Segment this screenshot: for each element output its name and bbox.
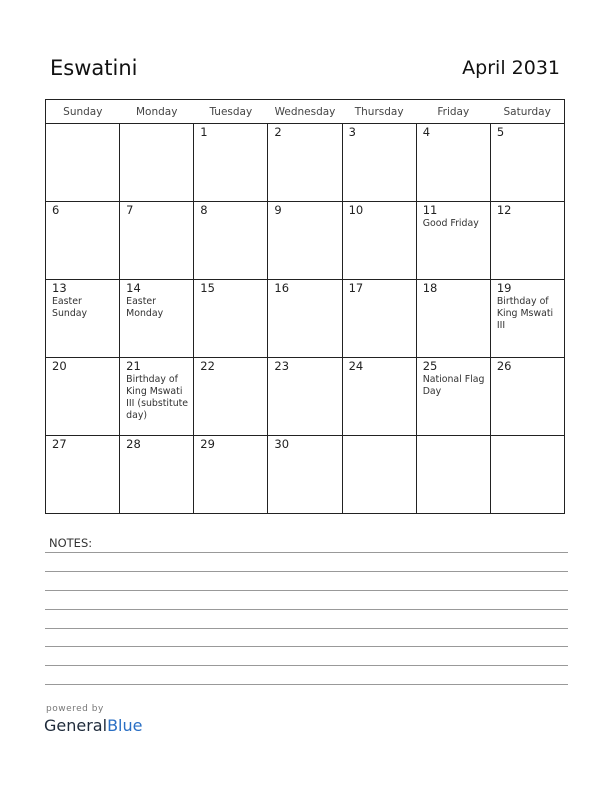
calendar-grid bbox=[45, 99, 565, 514]
day-number: 15 bbox=[200, 281, 215, 295]
day-number: 5 bbox=[496, 125, 505, 139]
notes-line bbox=[45, 646, 568, 647]
day-cell bbox=[268, 124, 342, 202]
notes-line bbox=[45, 590, 568, 591]
day-cell bbox=[46, 124, 120, 202]
brand-logo bbox=[44, 716, 142, 735]
day-cell bbox=[268, 358, 342, 436]
calendar-month-title: April 2031 bbox=[462, 57, 560, 79]
weekday-header: Monday bbox=[120, 100, 194, 124]
day-number: 7 bbox=[126, 203, 134, 217]
day-number: 12 bbox=[496, 203, 512, 217]
day-number: 9 bbox=[274, 203, 282, 217]
day-number: 16 bbox=[274, 281, 290, 295]
day-cell bbox=[120, 280, 194, 358]
day-number: 8 bbox=[200, 203, 208, 217]
holiday-label: Birthday of King Mswati III (substitute day) bbox=[126, 374, 189, 421]
week-row bbox=[46, 124, 565, 202]
day-number: 28 bbox=[126, 437, 141, 451]
day-cell bbox=[46, 358, 120, 436]
brand-logo-part2: Blue bbox=[107, 716, 143, 735]
day-cell bbox=[194, 436, 268, 514]
day-number: 17 bbox=[348, 281, 364, 295]
holiday-label: Good Friday bbox=[422, 218, 479, 229]
day-cell bbox=[268, 280, 342, 358]
week-row bbox=[46, 436, 565, 514]
day-number: 29 bbox=[200, 437, 215, 451]
notes-line bbox=[45, 684, 568, 685]
day-cell bbox=[46, 280, 120, 358]
day-number: 13 bbox=[52, 281, 67, 295]
day-cell bbox=[194, 358, 268, 436]
day-cell bbox=[490, 436, 564, 514]
week-row bbox=[46, 358, 565, 436]
day-cell bbox=[120, 358, 194, 436]
day-cell bbox=[342, 280, 416, 358]
day-cell bbox=[416, 436, 490, 514]
day-number: 3 bbox=[348, 125, 356, 139]
day-cell bbox=[120, 436, 194, 514]
day-number: 24 bbox=[348, 359, 364, 373]
week-row bbox=[46, 202, 565, 280]
day-cell bbox=[416, 358, 490, 436]
day-number: 10 bbox=[348, 203, 364, 217]
day-cell bbox=[268, 202, 342, 280]
day-cell bbox=[120, 202, 194, 280]
day-cell bbox=[342, 124, 416, 202]
notes-line bbox=[45, 665, 568, 666]
day-cell bbox=[46, 436, 120, 514]
day-cell bbox=[490, 358, 564, 436]
day-number: 14 bbox=[126, 281, 141, 295]
notes-label: NOTES: bbox=[49, 536, 93, 550]
day-cell bbox=[194, 280, 268, 358]
day-cell bbox=[416, 124, 490, 202]
day-number: 21 bbox=[126, 359, 141, 373]
day-number: 25 bbox=[422, 359, 438, 373]
day-cell bbox=[194, 124, 268, 202]
notes-line bbox=[45, 609, 568, 610]
holiday-label: Birthday of King Mswati III bbox=[496, 296, 554, 331]
weekday-header: Thursday bbox=[342, 100, 416, 124]
day-cell bbox=[490, 280, 564, 358]
day-number: 11 bbox=[422, 203, 438, 217]
day-cell bbox=[342, 202, 416, 280]
weekday-header-row bbox=[46, 100, 565, 124]
calendar-country-title: Eswatini bbox=[50, 56, 138, 80]
powered-by-text: powered by bbox=[46, 704, 104, 714]
day-number: 30 bbox=[274, 437, 290, 451]
day-number: 1 bbox=[200, 125, 208, 139]
notes-line bbox=[45, 571, 568, 572]
day-number: 2 bbox=[274, 125, 282, 139]
day-number: 4 bbox=[422, 125, 431, 139]
week-row bbox=[46, 280, 565, 358]
day-number: 6 bbox=[52, 203, 60, 217]
day-cell bbox=[416, 280, 490, 358]
day-cell bbox=[268, 436, 342, 514]
day-cell bbox=[490, 124, 564, 202]
day-number: 20 bbox=[52, 359, 67, 373]
weekday-header: Saturday bbox=[490, 100, 564, 124]
holiday-label: Easter Monday bbox=[126, 296, 164, 319]
day-number: 19 bbox=[496, 281, 512, 295]
day-number: 26 bbox=[496, 359, 512, 373]
day-number: 22 bbox=[200, 359, 215, 373]
weekday-header: Wednesday bbox=[268, 100, 342, 124]
day-cell bbox=[120, 124, 194, 202]
day-number: 23 bbox=[274, 359, 290, 373]
day-cell bbox=[490, 202, 564, 280]
day-cell bbox=[342, 436, 416, 514]
weekday-header: Friday bbox=[416, 100, 490, 124]
notes-line bbox=[45, 628, 568, 629]
day-number: 18 bbox=[422, 281, 438, 295]
notes-line bbox=[45, 552, 568, 553]
weekday-header: Sunday bbox=[46, 100, 120, 124]
day-cell bbox=[194, 202, 268, 280]
day-cell bbox=[46, 202, 120, 280]
brand-logo-part1: General bbox=[44, 716, 108, 735]
day-cell bbox=[342, 358, 416, 436]
weekday-header: Tuesday bbox=[194, 100, 268, 124]
holiday-label: National Flag Day bbox=[422, 374, 485, 397]
holiday-label: Easter Sunday bbox=[52, 296, 88, 319]
day-cell bbox=[416, 202, 490, 280]
day-number: 27 bbox=[52, 437, 67, 451]
